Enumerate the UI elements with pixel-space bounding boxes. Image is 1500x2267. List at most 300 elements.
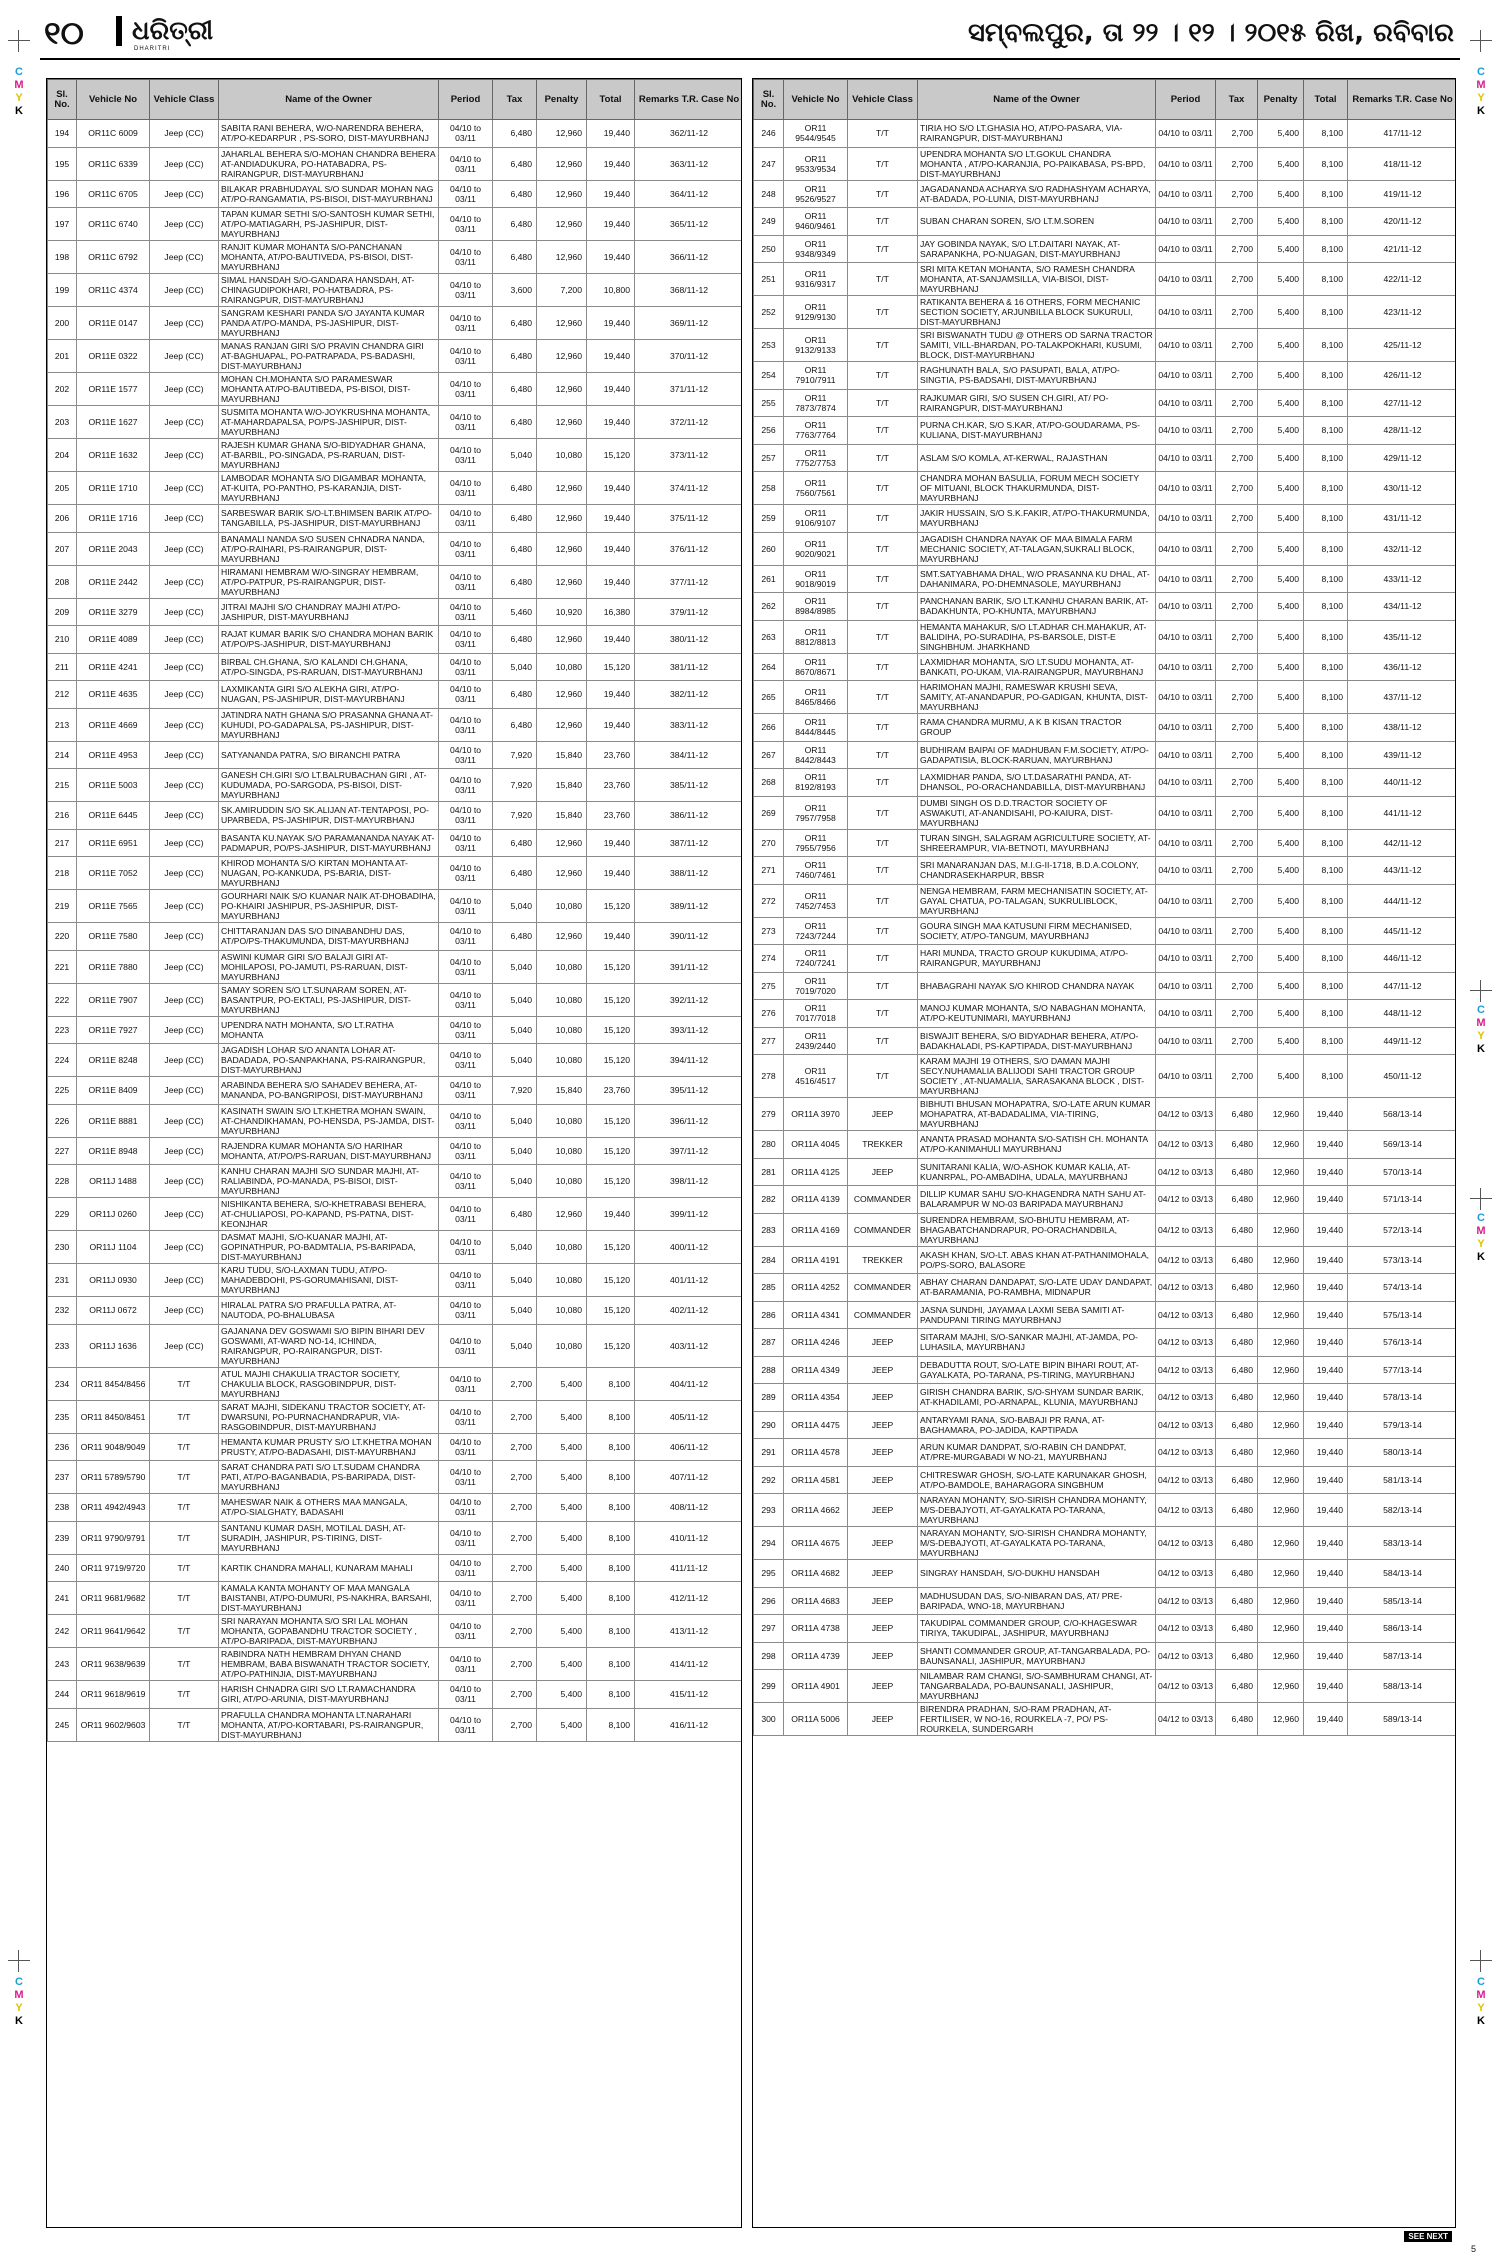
total-cell: 19,440 <box>1304 1560 1348 1588</box>
vehicle-class-cell: Jeep (CC) <box>150 120 219 148</box>
vehicle-no-cell: OR11 7240/7241 <box>784 945 848 973</box>
total-cell: 8,100 <box>1304 180 1348 208</box>
penalty-cell: 12,960 <box>537 532 587 565</box>
vehicle-class-cell: JEEP <box>848 1411 918 1439</box>
owner-name-cell: SIMAL HANSDAH S/O-GANDARA HANSDAH, AT-CHINAGUDIPOKHARI, PO-HATBADRA, PS-RAIRANGPUR, DIST-MAYURBHANJ <box>219 274 439 307</box>
remarks-cell: 393/11-12 <box>635 1016 743 1044</box>
total-cell: 8,100 <box>587 1582 635 1615</box>
owner-name-cell: SATYANANDA PATRA, S/O BIRANCHI PATRA <box>219 741 439 769</box>
table-row <box>48 180 743 208</box>
penalty-cell: 5,400 <box>537 1367 587 1400</box>
sl-cell: 241 <box>48 1582 77 1615</box>
remarks-cell: 407/11-12 <box>635 1461 743 1494</box>
penalty-cell: 12,960 <box>1258 1098 1304 1131</box>
remarks-cell: 441/11-12 <box>1348 796 1457 829</box>
owner-name-cell: SABITA RANI BEHERA, W/O-NARENDRA BEHERA, AT/PO-KEDARPUR , PS-SORO, DIST-MAYURBHANJ <box>219 120 439 148</box>
period-cell: 04/10 to 03/11 <box>1156 620 1216 653</box>
table-row <box>48 890 743 923</box>
tax-cell: 2,700 <box>493 1367 537 1400</box>
table-row <box>754 972 1457 1000</box>
tax-cell: 5,040 <box>493 950 537 983</box>
sl-cell: 254 <box>754 362 784 390</box>
owner-name-cell: SITARAM MAJHI, S/O-SANKAR MAJHI, AT-JAMDA, PO-LUHASILA, MAYURBHANJ <box>918 1329 1156 1357</box>
table-row <box>48 1367 743 1400</box>
vehicle-no-cell: OR11E 3279 <box>77 598 150 626</box>
period-cell: 04/12 to 03/13 <box>1156 1098 1216 1131</box>
penalty-cell: 5,400 <box>537 1554 587 1582</box>
owner-name-cell: ASWINI KUMAR GIRI S/O BALAJI GIRI AT-MOHILAPOSI, PO-JAMUTI, PS-RARUAN, DIST-MAYURBHANJ <box>219 950 439 983</box>
penalty-cell: 12,960 <box>537 505 587 533</box>
period-cell: 04/10 to 03/11 <box>439 802 493 830</box>
vehicle-no-cell: OR11 7873/7874 <box>784 389 848 417</box>
column-header: Vehicle No <box>784 80 848 120</box>
sl-cell: 198 <box>48 241 77 274</box>
tax-cell: 6,480 <box>1216 1213 1258 1246</box>
period-cell: 04/12 to 03/13 <box>1156 1615 1216 1643</box>
vehicle-no-cell: OR11C 4374 <box>77 274 150 307</box>
penalty-cell: 5,400 <box>1258 362 1304 390</box>
remarks-cell: 443/11-12 <box>1348 857 1457 885</box>
vehicle-class-cell: T/T <box>848 417 918 445</box>
total-cell: 8,100 <box>1304 208 1348 236</box>
penalty-cell: 12,960 <box>1258 1466 1304 1494</box>
vehicle-no-cell: OR11 7763/7764 <box>784 417 848 445</box>
period-cell: 04/12 to 03/13 <box>1156 1213 1216 1246</box>
remarks-cell: 362/11-12 <box>635 120 743 148</box>
tax-cell: 7,920 <box>493 802 537 830</box>
tax-cell: 6,480 <box>493 923 537 951</box>
table-row <box>754 1186 1457 1214</box>
total-cell: 8,100 <box>1304 714 1348 742</box>
table-row <box>754 857 1457 885</box>
tax-cell: 2,700 <box>1216 389 1258 417</box>
total-cell: 15,120 <box>587 653 635 681</box>
total-cell: 19,440 <box>1304 1131 1348 1159</box>
vehicle-class-cell: JEEP <box>848 1158 918 1186</box>
penalty-cell: 12,960 <box>1258 1274 1304 1302</box>
vehicle-class-cell: Jeep (CC) <box>150 890 219 923</box>
total-cell: 8,100 <box>587 1433 635 1461</box>
penalty-cell: 10,080 <box>537 439 587 472</box>
vehicle-class-cell: JEEP <box>848 1560 918 1588</box>
table-row <box>754 653 1457 681</box>
table-row <box>754 593 1457 621</box>
vehicle-no-cell: OR11A 4139 <box>784 1186 848 1214</box>
penalty-cell: 5,400 <box>1258 829 1304 857</box>
table-row <box>48 1708 743 1741</box>
sl-cell: 272 <box>754 884 784 917</box>
penalty-cell: 12,960 <box>1258 1670 1304 1703</box>
penalty-cell: 15,840 <box>537 802 587 830</box>
sl-cell: 225 <box>48 1077 77 1105</box>
remarks-cell: 423/11-12 <box>1348 296 1457 329</box>
vehicle-no-cell: OR11C 6792 <box>77 241 150 274</box>
penalty-cell: 5,400 <box>1258 263 1304 296</box>
tax-cell: 2,700 <box>493 1648 537 1681</box>
penalty-cell: 12,960 <box>537 208 587 241</box>
table-row <box>48 1494 743 1522</box>
sl-cell: 252 <box>754 296 784 329</box>
penalty-cell: 12,960 <box>537 857 587 890</box>
penalty-cell: 12,960 <box>1258 1186 1304 1214</box>
total-cell: 8,100 <box>1304 593 1348 621</box>
tax-cell: 6,480 <box>493 532 537 565</box>
registration-mark-icon <box>8 1950 30 1972</box>
remarks-cell: 411/11-12 <box>635 1554 743 1582</box>
tax-cell: 7,920 <box>493 1077 537 1105</box>
table-row <box>48 532 743 565</box>
registration-mark-icon <box>1470 1188 1492 1210</box>
owner-name-cell: BIBHUTI BHUSAN MOHAPATRA, S/O-LATE ARUN KUMAR MOHAPATRA, AT-BADADALIMA, VIA-TIRING, MAYURBHANJ <box>918 1098 1156 1131</box>
penalty-cell: 12,960 <box>537 626 587 654</box>
tax-cell: 6,480 <box>1216 1560 1258 1588</box>
total-cell: 8,100 <box>1304 857 1348 885</box>
owner-name-cell: HEMANTA MAHAKUR, S/O LT.ADHAR CH.MAHAKUR, AT-BALIDIHA, PO-SURADIHA, PS-BARSOLE, DIST-E SINGHBHUM. JHARKHAND <box>918 620 1156 653</box>
sl-cell: 213 <box>48 708 77 741</box>
sl-cell: 202 <box>48 373 77 406</box>
total-cell: 19,440 <box>1304 1615 1348 1643</box>
penalty-cell: 15,840 <box>537 741 587 769</box>
vehicle-class-cell: Jeep (CC) <box>150 406 219 439</box>
sl-cell: 285 <box>754 1274 784 1302</box>
vehicle-class-cell: Jeep (CC) <box>150 626 219 654</box>
owner-name-cell: SMT.SATYABHAMA DHAL, W/O PRASANNA KU DHAL, AT-DAHANIMARA, PO-DHEMNASOLE, MAYURBHANJ <box>918 565 1156 593</box>
vehicle-no-cell: OR11E 1632 <box>77 439 150 472</box>
owner-name-cell: SRI NARAYAN MOHANTA S/O SRI LAL MOHAN MOHANTA, GOPABANDHU TRACTOR SOCIETY , AT/PO-BARIPADA, DIST-MAYURBHANJ <box>219 1615 439 1648</box>
remarks-cell: 375/11-12 <box>635 505 743 533</box>
vehicle-class-cell: T/T <box>848 681 918 714</box>
owner-name-cell: SRI MANARANJAN DAS, M.I.G-II-1718, B.D.A.COLONY, CHANDRASEKHARPUR, BBSR <box>918 857 1156 885</box>
tax-cell: 6,480 <box>1216 1098 1258 1131</box>
penalty-cell: 12,960 <box>537 708 587 741</box>
sl-cell: 261 <box>754 565 784 593</box>
table-row <box>754 180 1457 208</box>
vehicle-class-cell: Jeep (CC) <box>150 983 219 1016</box>
sl-cell: 234 <box>48 1367 77 1400</box>
remarks-cell: 569/13-14 <box>1348 1131 1457 1159</box>
vehicle-no-cell: OR11A 4045 <box>784 1131 848 1159</box>
table-row <box>754 1246 1457 1274</box>
remarks-cell: 446/11-12 <box>1348 945 1457 973</box>
penalty-cell: 12,960 <box>1258 1527 1304 1560</box>
owner-name-cell: HEMANTA KUMAR PRUSTY S/O LT.KHETRA MOHAN PRUSTY, AT/PO-BADASAHI, DIST-MAYURBHANJ <box>219 1433 439 1461</box>
vehicle-class-cell: T/T <box>848 884 918 917</box>
owner-name-cell: BISWAJIT BEHERA, S/O BIDYADHAR BEHERA, AT/PO-BADAKHALADI, PS-KAPTIPADA, DIST-MAYURBHANJ <box>918 1027 1156 1055</box>
total-cell: 23,760 <box>587 1077 635 1105</box>
period-cell: 04/10 to 03/11 <box>439 1297 493 1325</box>
table-row <box>754 769 1457 797</box>
remarks-cell: 412/11-12 <box>635 1582 743 1615</box>
remarks-cell: 575/13-14 <box>1348 1301 1457 1329</box>
owner-name-cell: DEBADUTTA ROUT, S/O-LATE BIPIN BIHARI ROUT, AT-GAYALKATA, PO-TARANA, PS-TIRING, MAYURBHANJ <box>918 1356 1156 1384</box>
remarks-cell: 413/11-12 <box>635 1615 743 1648</box>
vehicle-no-cell: OR11E 5003 <box>77 769 150 802</box>
owner-name-cell: SARAT MAJHI, SIDEKANU TRACTOR SOCIETY, AT-DWARSUNI, PO-PURNACHANDRAPUR, VIA-RASGOBINDPUR, DIST-MAYURBHANJ <box>219 1400 439 1433</box>
table-row <box>48 1264 743 1297</box>
owner-name-cell: SANTANU KUMAR DASH, MOTILAL DASH, AT-SURADIH, JASHIPUR, PS-TIRING, DIST-MAYURBHANJ <box>219 1521 439 1554</box>
total-cell: 8,100 <box>1304 296 1348 329</box>
table-row <box>48 1297 743 1325</box>
vehicle-no-cell: OR11A 4475 <box>784 1411 848 1439</box>
tax-cell: 6,480 <box>1216 1466 1258 1494</box>
owner-name-cell: ARABINDA BEHERA S/O SAHADEV BEHERA, AT-MANANDA, PO-BANGRIPOSI, DIST-MAYURBHANJ <box>219 1077 439 1105</box>
table-row <box>754 829 1457 857</box>
vehicle-no-cell: OR11E 0147 <box>77 307 150 340</box>
period-cell: 04/12 to 03/13 <box>1156 1186 1216 1214</box>
penalty-cell: 12,960 <box>1258 1213 1304 1246</box>
tax-cell: 2,700 <box>1216 1000 1258 1028</box>
vehicle-class-cell: T/T <box>848 444 918 472</box>
owner-name-cell: PURNA CH.KAR, S/O S.KAR, AT/PO-GOUDARAMA, PS-KULIANA, DIST-MAYURBHANJ <box>918 417 1156 445</box>
remarks-cell: 396/11-12 <box>635 1104 743 1137</box>
period-cell: 04/10 to 03/11 <box>1156 235 1216 263</box>
sl-cell: 279 <box>754 1098 784 1131</box>
period-cell: 04/10 to 03/11 <box>439 1077 493 1105</box>
vehicle-class-cell: T/T <box>848 593 918 621</box>
period-cell: 04/10 to 03/11 <box>1156 714 1216 742</box>
total-cell: 8,100 <box>1304 972 1348 1000</box>
owner-name-cell: CHITRESWAR GHOSH, S/O-LATE KARUNAKAR GHOSH, AT/PO-BAMDOLE, BAHARAGORA SINGBHUM <box>918 1466 1156 1494</box>
vehicle-class-cell: T/T <box>150 1461 219 1494</box>
tax-cell: 2,700 <box>1216 681 1258 714</box>
sl-cell: 231 <box>48 1264 77 1297</box>
penalty-cell: 12,960 <box>537 307 587 340</box>
total-cell: 19,440 <box>1304 1213 1348 1246</box>
period-cell: 04/10 to 03/11 <box>439 472 493 505</box>
vehicle-class-cell: T/T <box>848 769 918 797</box>
table-row <box>48 1648 743 1681</box>
sl-cell: 277 <box>754 1027 784 1055</box>
table-row <box>48 741 743 769</box>
total-cell: 8,100 <box>1304 389 1348 417</box>
period-cell: 04/12 to 03/13 <box>1156 1587 1216 1615</box>
vehicle-class-cell: T/T <box>848 972 918 1000</box>
remarks-cell: 390/11-12 <box>635 923 743 951</box>
penalty-cell: 12,960 <box>1258 1356 1304 1384</box>
total-cell: 19,440 <box>587 626 635 654</box>
penalty-cell: 5,400 <box>1258 208 1304 236</box>
remarks-cell: 432/11-12 <box>1348 532 1457 565</box>
table-row <box>754 1703 1457 1736</box>
table-row <box>754 1055 1457 1098</box>
tax-cell: 2,700 <box>1216 120 1258 148</box>
period-cell: 04/10 to 03/11 <box>439 1648 493 1681</box>
penalty-cell: 5,400 <box>1258 565 1304 593</box>
remarks-cell: 445/11-12 <box>1348 917 1457 945</box>
owner-name-cell: JASNA SUNDHI, JAYAMAA LAXMI SEBA SAMITI AT-PANDUPANI TIRING MAYURBHANJ <box>918 1301 1156 1329</box>
owner-name-cell: RAJESH KUMAR GHANA S/O-BIDYADHAR GHANA, AT-BARBIL, PO-SINGADA, PS-RARUAN, DIST-MAYURBHANJ <box>219 439 439 472</box>
table-row <box>754 1098 1457 1131</box>
period-cell: 04/10 to 03/11 <box>1156 329 1216 362</box>
tax-cell: 6,480 <box>1216 1274 1258 1302</box>
sl-cell: 201 <box>48 340 77 373</box>
table-row <box>754 1670 1457 1703</box>
vehicle-no-cell: OR11J 0672 <box>77 1297 150 1325</box>
vehicle-class-cell: Jeep (CC) <box>150 147 219 180</box>
table-row <box>48 1400 743 1433</box>
total-cell: 15,120 <box>587 983 635 1016</box>
owner-name-cell: NARAYAN MOHANTY, S/O-SIRISH CHANDRA MOHANTY, M/S-DEBAJYOTI, AT-GAYALKATA PO-TARANA, MAYURBHANJ <box>918 1527 1156 1560</box>
vehicle-class-cell: T/T <box>848 120 918 148</box>
owner-name-cell: JATINDRA NATH GHANA S/O PRASANNA GHANA AT-KUHUDI, PO-GADAPALSA, PS-JASHIPUR, DIST-MAYURBHANJ <box>219 708 439 741</box>
total-cell: 19,440 <box>1304 1587 1348 1615</box>
table-row <box>48 950 743 983</box>
vehicle-class-cell: Jeep (CC) <box>150 681 219 709</box>
total-cell: 8,100 <box>587 1521 635 1554</box>
period-cell: 04/10 to 03/11 <box>439 274 493 307</box>
vehicle-no-cell: OR11 7910/7911 <box>784 362 848 390</box>
vehicle-no-cell: OR11A 4739 <box>784 1642 848 1670</box>
period-cell: 04/10 to 03/11 <box>439 829 493 857</box>
tax-cell: 2,700 <box>1216 857 1258 885</box>
tax-cell: 6,480 <box>1216 1301 1258 1329</box>
total-cell: 19,440 <box>1304 1098 1348 1131</box>
owner-name-cell: DUMBI SINGH OS D.D.TRACTOR SOCIETY OF ASWAKUTI, AT-ANANDISAHI, PO-KAIURA, DIST-MAYURBHANJ <box>918 796 1156 829</box>
owner-name-cell: BUDHIRAM BAIPAI OF MADHUBAN F.M.SOCIETY, AT/PO-GADAPATISIA, BLOCK-RARUAN, MAYURBHANJ <box>918 741 1156 769</box>
remarks-cell: 585/13-14 <box>1348 1587 1457 1615</box>
penalty-cell: 12,960 <box>1258 1439 1304 1467</box>
vehicle-no-cell: OR11 8192/8193 <box>784 769 848 797</box>
penalty-cell: 15,840 <box>537 1077 587 1105</box>
penalty-cell: 5,400 <box>1258 884 1304 917</box>
total-cell: 19,440 <box>587 307 635 340</box>
penalty-cell: 5,400 <box>1258 1055 1304 1098</box>
owner-name-cell: SARAT CHANDRA PATI S/O LT.SUDAM CHANDRA PATI, AT/PO-BAGANBADIA, PS-BARIPADA, DIST-MAYURBHANJ <box>219 1461 439 1494</box>
penalty-cell: 5,400 <box>1258 620 1304 653</box>
owner-name-cell: BIRBAL CH.GHANA, S/O KALANDI CH.GHANA, AT/PO-SINGDA, PS-RARUAN, DIST-MAYURBHANJ <box>219 653 439 681</box>
vehicle-class-cell: Jeep (CC) <box>150 829 219 857</box>
sl-cell: 282 <box>754 1186 784 1214</box>
period-cell: 04/10 to 03/11 <box>1156 147 1216 180</box>
sl-cell: 194 <box>48 120 77 148</box>
remarks-cell: 429/11-12 <box>1348 444 1457 472</box>
column-header: Vehicle Class <box>150 80 219 120</box>
period-cell: 04/10 to 03/11 <box>439 681 493 709</box>
total-cell: 8,100 <box>587 1554 635 1582</box>
table-row <box>754 1466 1457 1494</box>
penalty-cell: 10,080 <box>537 1264 587 1297</box>
penalty-cell: 12,960 <box>1258 1494 1304 1527</box>
vehicle-no-cell: OR11 7243/7244 <box>784 917 848 945</box>
tax-cell: 2,700 <box>493 1521 537 1554</box>
column-header: Total <box>1304 80 1348 120</box>
owner-name-cell: JAGADISH CHANDRA NAYAK OF MAA BIMALA FARM MECHANIC SOCIETY, AT-TALAGAN,SUKRALI BLOCK, MAYURBHANJ <box>918 532 1156 565</box>
period-cell: 04/10 to 03/11 <box>439 1165 493 1198</box>
penalty-cell: 5,400 <box>1258 329 1304 362</box>
period-cell: 04/10 to 03/11 <box>439 373 493 406</box>
remarks-cell: 366/11-12 <box>635 241 743 274</box>
sl-cell: 281 <box>754 1158 784 1186</box>
period-cell: 04/10 to 03/11 <box>1156 263 1216 296</box>
penalty-cell: 5,400 <box>1258 796 1304 829</box>
total-cell: 19,440 <box>1304 1494 1348 1527</box>
table-row <box>48 406 743 439</box>
tax-cell: 6,480 <box>1216 1356 1258 1384</box>
page-number: ୧୦ <box>44 14 84 52</box>
total-cell: 8,100 <box>1304 329 1348 362</box>
period-cell: 04/10 to 03/11 <box>439 1367 493 1400</box>
total-cell: 19,440 <box>1304 1642 1348 1670</box>
remarks-cell: 583/13-14 <box>1348 1527 1457 1560</box>
table-row <box>754 1439 1457 1467</box>
penalty-cell: 5,400 <box>1258 593 1304 621</box>
penalty-cell: 10,080 <box>537 890 587 923</box>
vehicle-no-cell: OR11A 4354 <box>784 1384 848 1412</box>
tax-cell: 2,700 <box>1216 362 1258 390</box>
tax-cell: 2,700 <box>493 1615 537 1648</box>
total-cell: 19,440 <box>587 532 635 565</box>
remarks-cell: 394/11-12 <box>635 1044 743 1077</box>
tax-cell: 6,480 <box>1216 1587 1258 1615</box>
table-row <box>48 1521 743 1554</box>
owner-name-cell: KHIROD MOHANTA S/O KIRTAN MOHANTA AT-NUAGAN, PO-KANKUDA, PS-BARIA, DIST-MAYURBHANJ <box>219 857 439 890</box>
owner-name-cell: SRI BISWANATH TUDU @ OTHERS OD SARNA TRACTOR SAMITI, VILL-BHARDAN, PO-TALAKPOKHARI, KUSUMI, BLOCK, DIST-MAYURBHANJ <box>918 329 1156 362</box>
period-cell: 04/10 to 03/11 <box>439 565 493 598</box>
period-cell: 04/12 to 03/13 <box>1156 1494 1216 1527</box>
vehicle-class-cell: T/T <box>848 1027 918 1055</box>
vehicle-class-cell: T/T <box>848 296 918 329</box>
tax-cell: 2,700 <box>1216 532 1258 565</box>
table-row <box>754 362 1457 390</box>
penalty-cell: 5,400 <box>537 1582 587 1615</box>
vehicle-no-cell: OR11E 8948 <box>77 1137 150 1165</box>
penalty-cell: 10,080 <box>537 1165 587 1198</box>
remarks-cell: 570/13-14 <box>1348 1158 1457 1186</box>
period-cell: 04/12 to 03/13 <box>1156 1158 1216 1186</box>
sl-cell: 263 <box>754 620 784 653</box>
vehicle-no-cell: OR11E 4089 <box>77 626 150 654</box>
total-cell: 19,440 <box>587 1198 635 1231</box>
vehicle-no-cell: OR11 8984/8985 <box>784 593 848 621</box>
total-cell: 15,120 <box>587 1297 635 1325</box>
total-cell: 8,100 <box>1304 917 1348 945</box>
penalty-cell: 5,400 <box>1258 857 1304 885</box>
penalty-cell: 5,400 <box>1258 147 1304 180</box>
vehicle-class-cell: T/T <box>848 389 918 417</box>
remarks-cell: 403/11-12 <box>635 1324 743 1367</box>
table-row <box>754 1329 1457 1357</box>
table-row <box>48 708 743 741</box>
tax-cell: 2,700 <box>1216 417 1258 445</box>
period-cell: 04/10 to 03/11 <box>1156 505 1216 533</box>
owner-name-cell: SANGRAM KESHARI PANDA S/O JAYANTA KUMAR PANDA AT/PO-MANDA, PS-JASHIPUR, DIST-MAYURBHANJ <box>219 307 439 340</box>
total-cell: 15,120 <box>587 1231 635 1264</box>
tax-cell: 2,700 <box>1216 235 1258 263</box>
remarks-cell: 576/13-14 <box>1348 1329 1457 1357</box>
owner-name-cell: ANTARYAMI RANA, S/O-BABAJI PR RANA, AT-BAGHAMARA, PO-JADIDA, KAPTIPADA <box>918 1411 1156 1439</box>
owner-name-cell: BANAMALI NANDA S/O SUSEN CHNADRA NANDA, AT/PO-RAIHARI, PS-RAIRANGPUR, DIST-MAYURBHANJ <box>219 532 439 565</box>
sl-cell: 196 <box>48 180 77 208</box>
tax-cell: 3,600 <box>493 274 537 307</box>
penalty-cell: 10,080 <box>537 950 587 983</box>
owner-name-cell: DILLIP KUMAR SAHU S/O-KHAGENDRA NATH SAHU AT-BALARAMPUR W NO-03 BARIPADA MAYURBHANJ <box>918 1186 1156 1214</box>
table-row <box>48 274 743 307</box>
total-cell: 8,100 <box>1304 884 1348 917</box>
column-header: Remarks T.R. Case No <box>635 80 743 120</box>
remarks-cell: 373/11-12 <box>635 439 743 472</box>
total-cell: 19,440 <box>1304 1274 1348 1302</box>
period-cell: 04/10 to 03/11 <box>439 147 493 180</box>
total-cell: 19,440 <box>1304 1411 1348 1439</box>
period-cell: 04/10 to 03/11 <box>1156 593 1216 621</box>
table-row <box>754 565 1457 593</box>
right-tax-table <box>752 78 1456 2228</box>
table-row <box>48 241 743 274</box>
remarks-cell: 578/13-14 <box>1348 1384 1457 1412</box>
period-cell: 04/10 to 03/11 <box>1156 1055 1216 1098</box>
vehicle-no-cell: OR11 9618/9619 <box>77 1681 150 1709</box>
sl-cell: 209 <box>48 598 77 626</box>
